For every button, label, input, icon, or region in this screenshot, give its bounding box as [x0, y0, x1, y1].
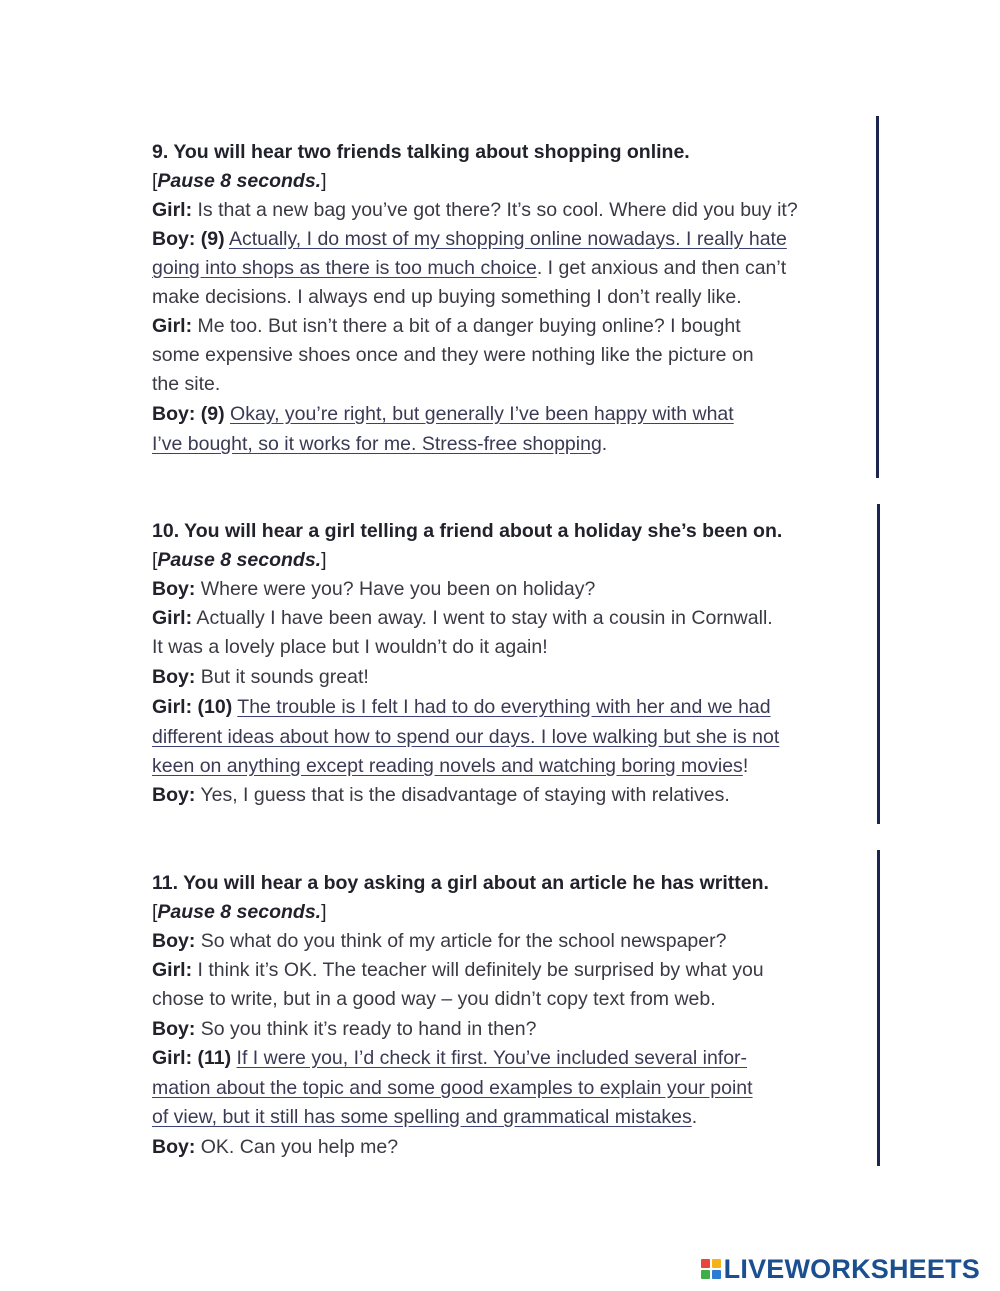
- section-10-heading: 10. You will hear a girl telling a friend about a holiday she’s been on.: [152, 520, 783, 542]
- section-10-line-2: Girl: Actually I have been away. I went to stay with a cousin in Cornwall.: [152, 607, 773, 629]
- section-11-line-7: of view, but it still has some spelling and grammatical mistakes.: [152, 1106, 698, 1128]
- section-11-line-2: Girl: I think it’s OK. The teacher will definitely be surprised by what you: [152, 959, 764, 981]
- logo-blocks-icon: [701, 1259, 721, 1279]
- section-9-line-4: make decisions. I always end up buying something I don’t really like.: [152, 286, 742, 308]
- section-11-line-4: Boy: So you think it’s ready to hand in then?: [152, 1018, 537, 1040]
- section-10-line-3: It was a lovely place but I wouldn’t do it again!: [152, 636, 548, 658]
- liveworksheets-logo: [701, 1254, 980, 1284]
- section-10-line-4: Boy: But it sounds great!: [152, 666, 369, 688]
- section-10-margin-bar: [877, 504, 880, 824]
- section-11-line-1: Boy: So what do you think of my article for the school newspaper?: [152, 930, 727, 952]
- section-11-pause: [Pause 8 seconds.]: [152, 901, 327, 923]
- section-11-line-3: chose to write, but in a good way – you didn’t copy text from web.: [152, 988, 716, 1010]
- section-10-line-5: Girl: (10) The trouble is I felt I had to do everything with her and we had: [152, 696, 771, 718]
- section-9-line-2: Boy: (9) Actually, I do most of my shopping online nowadays. I really hate: [152, 228, 787, 250]
- section-9-line-3: going into shops as there is too much choice. I get anxious and then can’t: [152, 257, 787, 279]
- answer-9a-underlined: Actually, I do most of my shopping online nowadays. I really hate: [228, 228, 787, 250]
- section-10-line-7: keen on anything except reading novels and watching boring movies!: [152, 755, 749, 777]
- section-9-line-8: Boy: (9) Okay, you’re right, but generally I’ve been happy with what: [152, 403, 734, 425]
- section-10-line-6: different ideas about how to spend our days. I love walking but she is not: [152, 726, 780, 748]
- section-11-line-8: Boy: OK. Can you help me?: [152, 1136, 399, 1158]
- section-11-heading: 11. You will hear a boy asking a girl about an article he has written.: [152, 872, 769, 894]
- section-10-line-1: Boy: Where were you? Have you been on holiday?: [152, 578, 596, 600]
- answer-10-underlined: The trouble is I felt I had to do everything with her and we had: [237, 696, 771, 718]
- section-10-line-8: Boy: Yes, I guess that is the disadvantage of staying with relatives.: [152, 784, 730, 806]
- section-9-line-5: Girl: Me too. But isn’t there a bit of a danger buying online? I bought: [152, 315, 741, 337]
- section-9-heading: 9. You will hear two friends talking about shopping online.: [152, 141, 690, 163]
- answer-11-underlined: If I were you, I’d check it first. You’ve included several infor-: [236, 1047, 748, 1069]
- section-9-margin-bar: [876, 116, 879, 478]
- section-11-margin-bar: [877, 850, 880, 1166]
- answer-9b-underlined: Okay, you’re right, but generally I’ve been happy with what: [230, 403, 734, 425]
- logo-text: LIVEWORKSHEETS: [723, 1253, 980, 1284]
- section-9-line-9: I’ve bought, so it works for me. Stress-free shopping.: [152, 433, 608, 455]
- section-11-line-5: Girl: (11) If I were you, I’d check it first. You’ve included several infor-: [152, 1047, 748, 1069]
- section-10-pause: [Pause 8 seconds.]: [152, 549, 327, 571]
- section-11-line-6: mation about the topic and some good examples to explain your point: [152, 1077, 753, 1099]
- section-9-line-7: the site.: [152, 373, 221, 395]
- section-9-line-6: some expensive shoes once and they were nothing like the picture on: [152, 344, 754, 366]
- section-9-line-1: Girl: Is that a new bag you’ve got there? It’s so cool. Where did you buy it?: [152, 199, 798, 221]
- section-9-pause: [Pause 8 seconds.]: [152, 170, 327, 192]
